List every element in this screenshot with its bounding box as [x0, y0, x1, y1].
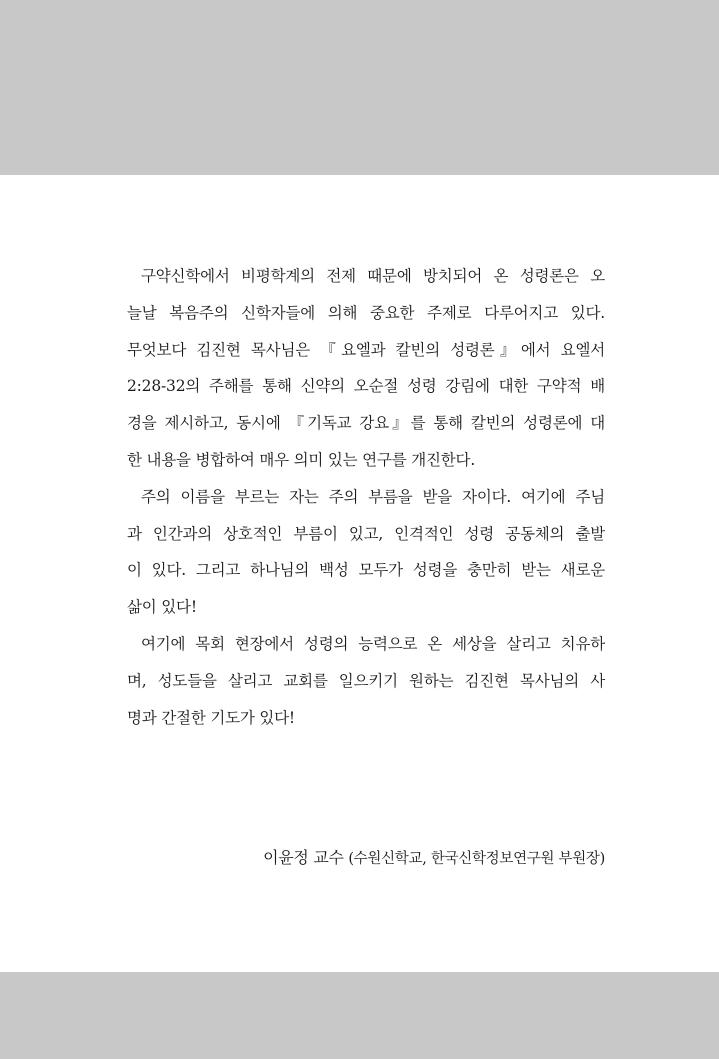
text-line: 삶이 있다! [127, 598, 197, 617]
author-name: 이윤정 교수 [263, 848, 344, 867]
paragraph-2 [127, 479, 605, 626]
author-affiliation: (수원신학교, 한국신학정보연구원 부원장) [348, 851, 605, 867]
attribution [263, 845, 605, 868]
text-line: 과 인간과의 상호적인 부름이 있고, 인격적인 성령 공동체의 출발 [127, 524, 605, 543]
paragraph-1 [127, 258, 605, 479]
text-line: 이 있다. 그리고 하나님의 백성 모두가 성령을 충만히 받는 새로운 [127, 561, 605, 580]
text-line: 경을 제시하고, 동시에 『기독교 강요』를 통해 칼빈의 성령론에 대 [127, 414, 605, 433]
endorsement-text [127, 258, 605, 736]
paragraph-3 [127, 626, 605, 736]
text-line: 2:28-32의 주해를 통해 신약의 오순절 성령 강림에 대한 구약적 배 [127, 377, 605, 396]
text-line: 구약신학에서 비평학계의 전제 때문에 방치되어 온 성령론은 오 [141, 267, 605, 285]
text-line: 한 내용을 병합하여 매우 의미 있는 연구를 개진한다. [127, 450, 476, 469]
text-line: 명과 간절한 기도가 있다! [127, 708, 295, 727]
text-line: 여기에 목회 현장에서 성령의 능력으로 온 세상을 살리고 치유하 [141, 634, 605, 653]
top-gray-band [0, 0, 719, 175]
text-line: 무엇보다 김진현 목사님은 『요엘과 칼빈의 성령론』에서 요엘서 [127, 340, 605, 359]
text-line: 며, 성도들을 살리고 교회를 일으키기 원하는 김진현 목사님의 사 [127, 671, 605, 690]
text-line: 주의 이름을 부르는 자는 주의 부름을 받을 자이다. 여기에 주님 [141, 487, 605, 506]
bottom-gray-band [0, 972, 719, 1059]
text-line: 늘날 복음주의 신학자들에 의해 중요한 주제로 다루어지고 있다. [127, 303, 605, 322]
